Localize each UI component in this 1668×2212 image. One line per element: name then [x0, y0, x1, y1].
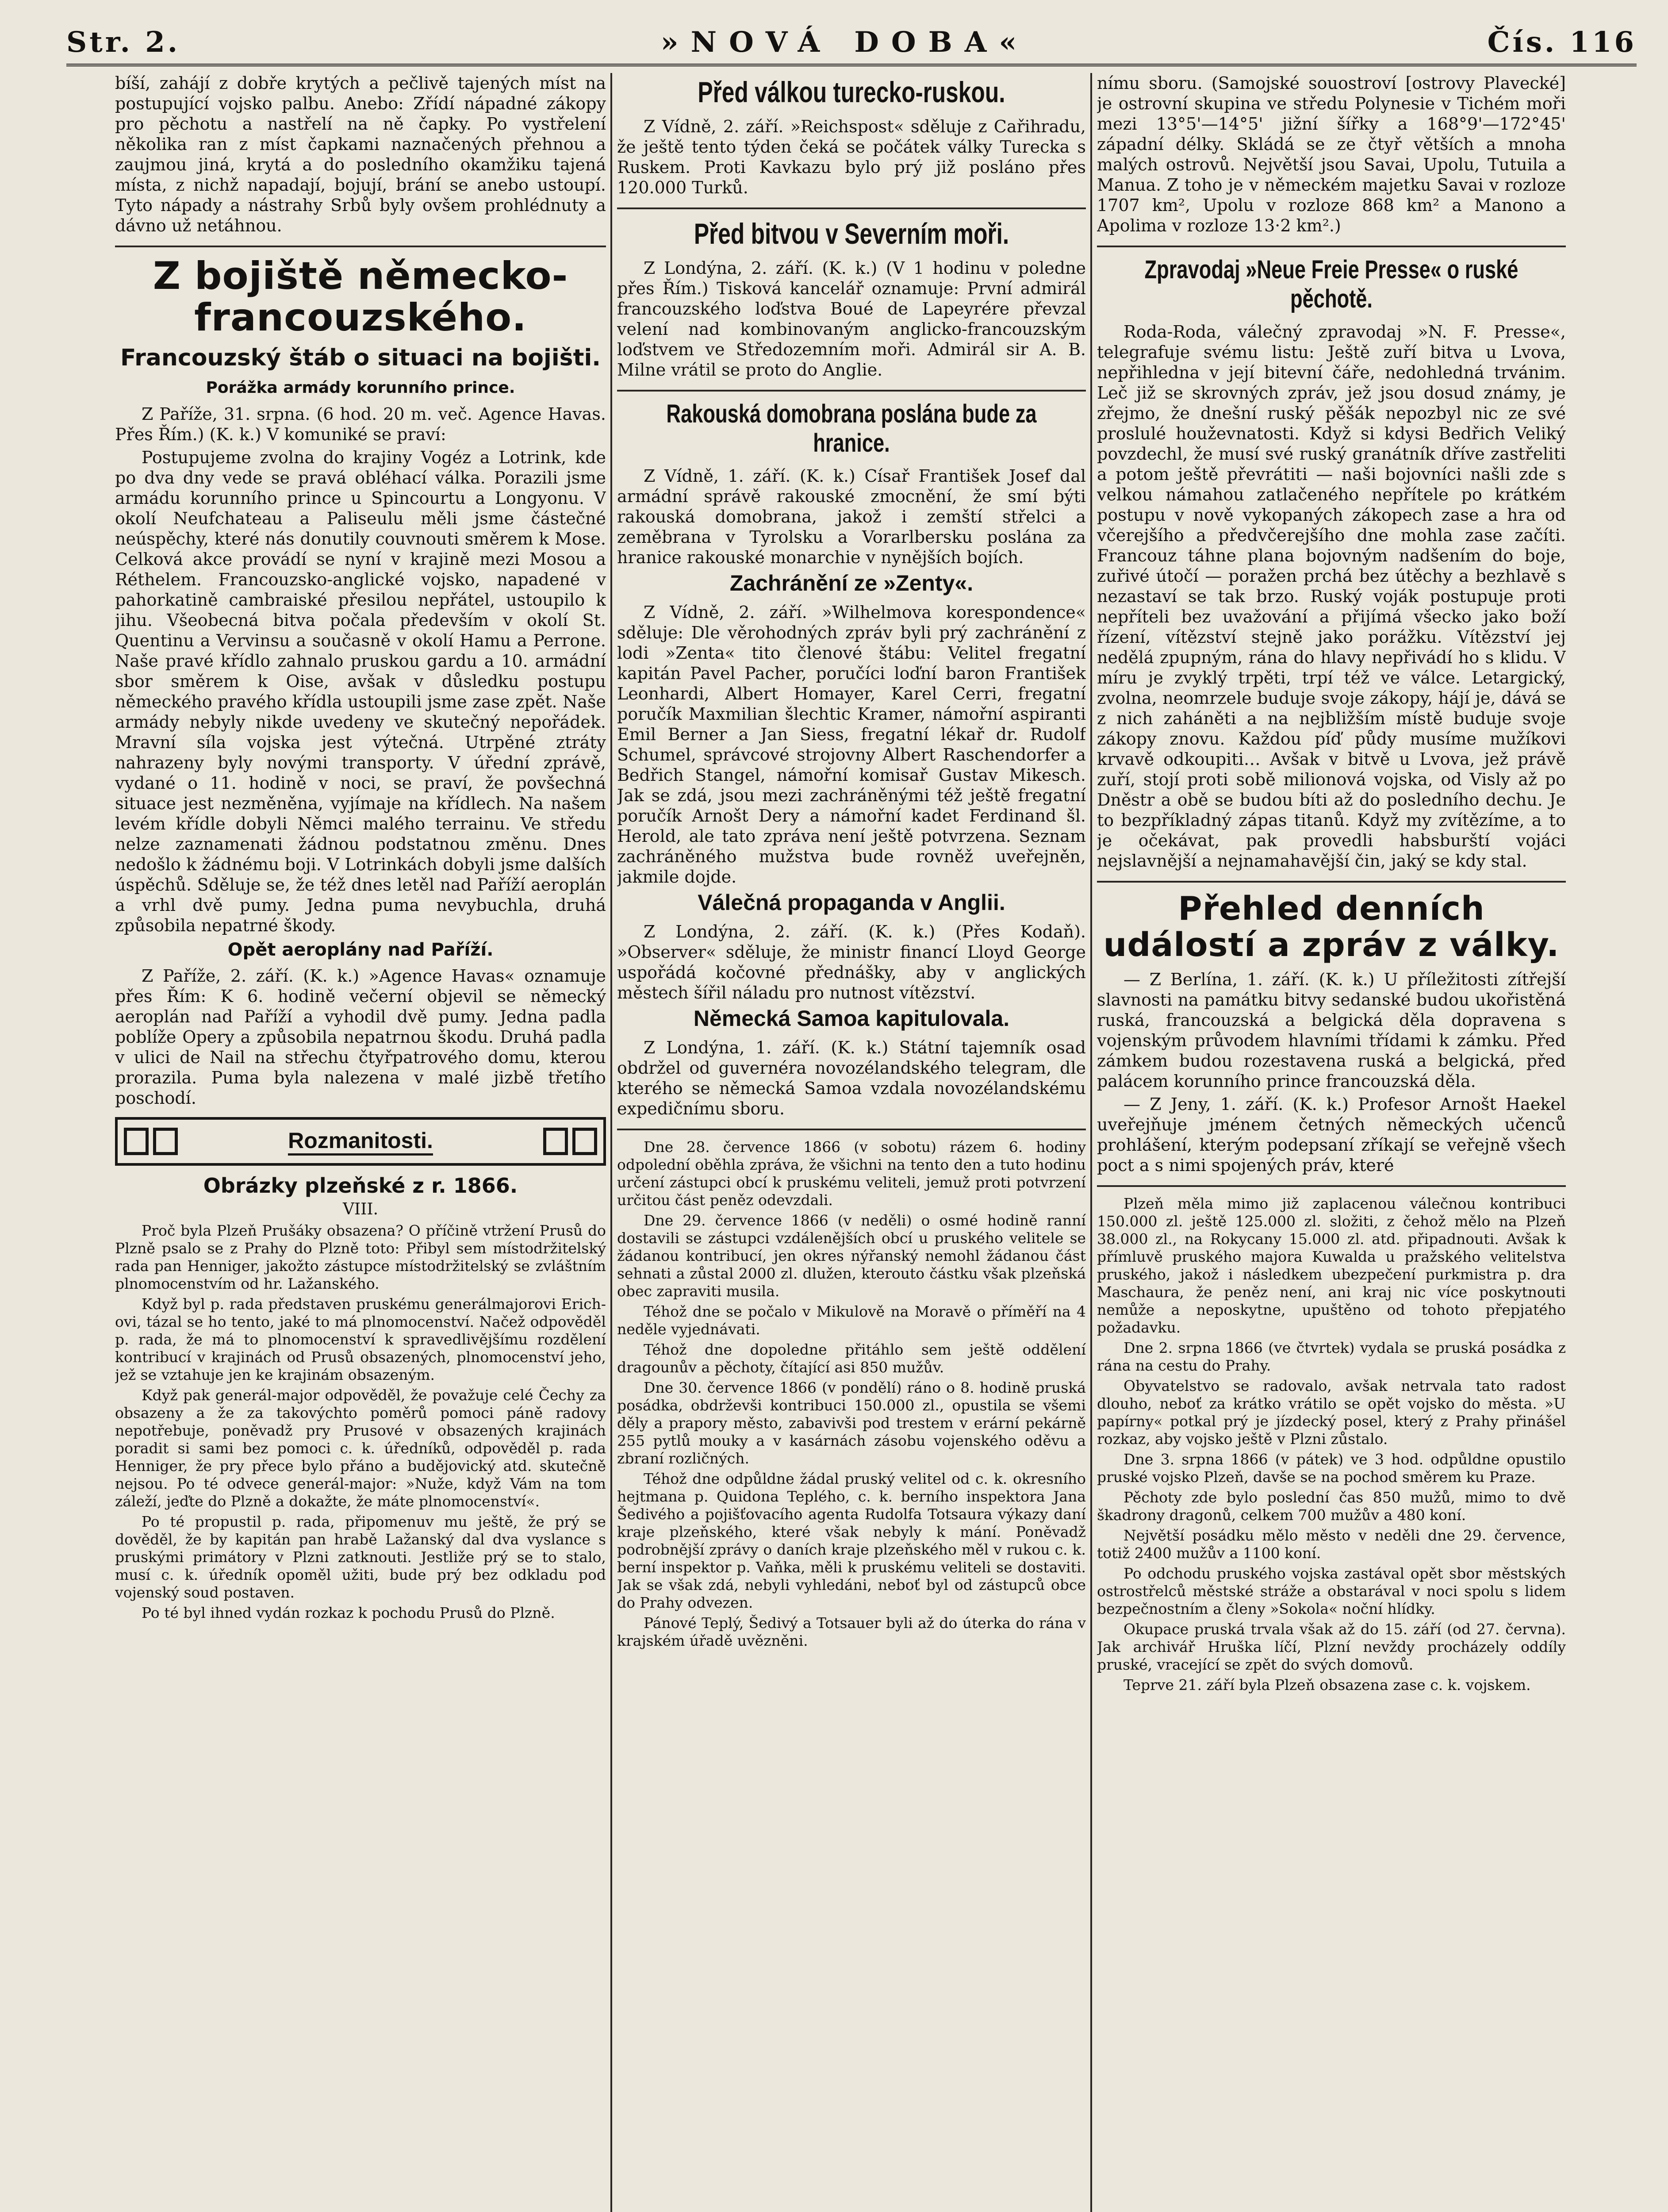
article-headline: Francouzský štáb o situaci na bojišti.: [120, 345, 601, 371]
column-right: [1097, 73, 1566, 2212]
news-item: — Z Jeny, 1. září. (K. k.) Profesor Arnošt Haekel uveřejňuje jménem četných německých učenců prohlášení, kterým podepsaní zříkají se veřejně všech poct a s nimi spojených práv, které: [1097, 1094, 1566, 1175]
article-headline: Zachránění ze »Zenty«.: [729, 571, 974, 595]
column-rule: [1090, 73, 1092, 2212]
serial-paragraph: Po té propustil p. rada, připomenuv mu ještě, že prý se dověděl, že by kapitán pan hrabě Lažanský dal dva vyslance s pruskými primátory v Plzni zatknouti. Jestliže prý se to stalo, musí c. k. úředník opoměl užiti, bude prý bez odkladu pod vojenský soud postaven.: [115, 1513, 606, 1601]
article-body: Z Vídně, 2. září. »Reichspost« sděluje z Cařihradu, že ještě tento týden čeká se počátek války Turecka s Ruskem. Proti Kavkazu bylo prý již posláno přes 120.000 Turků.: [617, 117, 1086, 197]
serial-paragraph: Největší posádku mělo město v neděli dne 29. července, totiž 2400 mužův a 1100 koní.: [1097, 1527, 1566, 1562]
ornament-icon: [124, 1128, 178, 1155]
serial-paragraph: Proč byla Plzeň Prušáky obsazena? O příčině vtržení Prusů do Plzně psalo se z Prahy do Plzně toto: Přibyl sem místodržitelský rada pan Henniger, jakožto zástupce místodržitelský se zvláštním plnomocenstvím od hr. Lažanského.: [115, 1222, 606, 1292]
serial-paragraph: Po té byl ihned vydán rozkaz k pochodu Prusů do Plzně.: [142, 1604, 555, 1621]
serial-paragraph: Po odchodu pruského vojska zastával opět sbor městských ostrostřelců městské stráže a obstarával v noci spolu s lidem bezpečnostním a členy »Sokola« noční hlídky.: [1097, 1565, 1566, 1617]
issue-number: Čís. 116: [1487, 26, 1637, 59]
serial-title: Obrázky plzeňské z r. 1866.: [203, 1174, 518, 1198]
serial-part: VIII.: [342, 1200, 379, 1218]
article-body: Roda-Roda, válečný zpravodaj »N. F. Presse«, telegrafuje svému listu: Ještě zuří bitva u Lvova, nepřihledna v její bitevní čáře, nedohledná trvánim. Leč již se skrovných zpráv, jež jsou dosud známy, je zřejmo, že dnešní ruský pěšák nepozbyl nic ze své proslulé houževnatosti. Když si kdysi Bedřich Veliký povzdechl, že musí své ruský granátník dříve zastřeliti a potom ještě převrátiti — naši bojovníci našli zde s velkou námahou zatlačeného nepřítele po krátkém postupu v nově vykopaných zákopech zase a hra od včerejšího a předvčerejšího dne mohla zase začíti. Francouz táhne plana bojovným nadšením do boje, zuřivé útočí — poražen prchá bez útěchy a bezhlavě s nezastaví se tak brzo. Ruský voják postupuje proti nepříteli bez uvažování a přijímá všecko jako boží řízení, vítězství stejně jako porážku. Vítězství jej nedělá zpupným, rána do hlavy nepřivádí ho s klidu. V míru je zvyklý trpěti, trpí též ve válce. Letargický, zvolna, neomrzele buduje svoje zákopy, hájí je, dává se z nich zaháněti a na nejbližším místě buduje svoje zákopy znovu. Každou píď půdy musíme mužíkovi krvavě odkoupiti… Avšak v bitvě u Lvova, jež právě zuří, stojí proti sobě milionová vojska, od Visly až po Dněstr a obě se budou bíti až do posledního dechu. Je to bezpříkladný zápas titanů. Když my zvítězíme, a to je očekávat, pak provedli habsburští vojáci nejslavnější a nejnamahavější čin, jaký se kdy stal.: [1097, 322, 1566, 871]
divider: [617, 207, 1086, 209]
divider: [1097, 1185, 1566, 1187]
ornament-icon: [543, 1128, 597, 1155]
serial-text: [115, 1222, 606, 1622]
article-continuation: bíší, zahájí z dobře krytých a pečlivě tajených míst na postupující vojsko palbu. Anebo: Zřídí nápadné zákopy pro pěchotu a nastřelí na ně čapky. Po vystřelení několika ran z míst čapkami naznačených přehnou a zaujmou jiná, krytá a do posledního okamžiku tajená místa, z nichž napadají, bojují, brání se anebo ustoupí. Tyto nápady a nástrahy Srbů byly ovšem prohlédnuty a dávno už netáhnou.: [115, 73, 606, 235]
article-body: Z Vídně, 2. září. »Wilhelmova korespondence« sděluje: Dle věrohodných zpráv byli prý zachránění z lodi »Zenta« tito členové štábu: Velitel fregatní kapitán Pavel Pacher, poručíci loďní baron František Leonhardi, Albert Homayer, Karel Cerri, fregatní poručík Maxmilian šlechtic Kramer, námořní aspiranti Emil Berner a Jan Siess, fregatní lékař dr. Rudolf Schumel, správcové strojovny Albert Raschendorfer a Bedřich Stangel, námořní komisař Gustav Mikesch. Jak se zdá, jsou mezi zachráněnými též ještě fregatní poručík Arnošt Dery a námořní kadet Ferdinand šl. Herold, ale tato zpráva není ještě potvrzena. Seznam zachráněného mužstva bude rovněž uveřejněn, jakmile dojde.: [617, 603, 1086, 887]
divider: [1097, 246, 1566, 247]
article-headline: Rakouská domobrana poslána bude za hranice.: [666, 399, 1037, 457]
section-headline: Přehled denních událostí a zpráv z války.: [1103, 890, 1560, 964]
section-headline: Z bojiště německo-francouzského.: [153, 254, 568, 340]
article-headline: Zpravodaj »Neue Freie Presse« o ruské pěchotě.: [1144, 255, 1518, 313]
article-subheadline: Opět aeroplány nad Paříží.: [227, 940, 494, 960]
article-dateline: Z Paříže, 31. srpna. (6 hod. 20 m. več. Agence Havas. Přes Řím.) (K. k.) V komuniké se praví:: [115, 404, 606, 444]
article-headline: Před bitvou v Severním moři.: [694, 217, 1009, 250]
serial-paragraph: Když byl p. rada představen pruskému generálmajorovi Erich-ovi, tázal se ho tento, jaké to má plnomocenství. Načež odpověděl p. rada, že má to plnomocenství k spravedlivějšímu rozdělení kontribucí v krajinách od Prusů obsazených, plnomocenství jeho, jež se vztahuje jen ke krajinám obsazeným.: [115, 1295, 606, 1383]
serial-paragraph: Obyvatelstvo se radovalo, avšak netrvala tato radost dlouho, neboť za krátko vrátilo se opět vojsko do města. »U papírny« potkal prý je jízdecký posel, který z Prahy přinášel rozkaz, aby vojsko ještě v Plzni zůstalo.: [1097, 1377, 1566, 1448]
serial-paragraph: Když pak generál-major odpověděl, že považuje celé Čechy za obsazeny a že za takovýchto poměrů pomoci páně radovy nepotřebuje, poněvadž pry Prusové v obsazených krajinách poradit si sami bez pomoci c. k. úředníků, odpověděl p. rada Henniger, že pry přece bylo přáno a budějovický atd. skutečně nejsou. Po té odvece generál-major: »Nuže, když Vám na tom záleží, jeďte do Plzně a dokažte, že máte plnomocenství«.: [115, 1386, 606, 1510]
divider: [617, 1129, 1086, 1130]
serial-paragraph: Plzeň měla mimo již zaplacenou válečnou kontribuci 150.000 zl. ještě 125.000 zl. složiti, z čehož mělo na Plzeň 38.000 zl., na Rokycany 15.000 zl. atd. připadnouti. Avšak k přímluvě pruského majora Kuwalda u pražského velitelstva pruského, jakož i následkem ubezpečení purkmistra p. dra Maschaura, že peněz není, ani kraj nic více poskytnouti nemůže a neposkytne, upuštěno od tohoto přepjatého požadavku.: [1097, 1195, 1566, 1336]
serial-paragraph: Teprve 21. září byla Plzeň obsazena zase c. k. vojskem.: [1124, 1676, 1531, 1694]
column-left: [115, 73, 606, 2212]
column-middle: [617, 73, 1086, 2212]
article-subheadline: Porážka armády korunního prince.: [206, 379, 515, 397]
serial-continuation: [617, 1138, 1086, 1650]
column-rule: [610, 73, 612, 2212]
article-headline: Německá Samoa kapitulovala.: [693, 1006, 1010, 1031]
newspaper-title: »NOVÁ DOBA«: [660, 26, 1029, 59]
article-body: Z Londýna, 2. září. (K. k.) (V 1 hodinu v poledne přes Řím.) Tisková kancelář oznamuje: První admirál francouzského loďstva Boué de Lapeyrére převzal velení nad kombinovaným anglicko-francouzským loďstvem ve Středozemním moři. Admirál sir A. B. Milne vrátil se proto do Anglie.: [617, 258, 1086, 380]
divider: [115, 246, 606, 247]
article-continuation: nímu sboru. (Samojské souostroví [ostrovy Plavecké] je ostrovní skupina ve středu Polynesie v Tichém moři mezi 13°5'—14°5' jižní šířky a 168°9'—172°45' západní délky. Skládá se ze čtyř větších a mnoha malých ostrovů. Největší jsou Savai, Upolu, Tutuila a Manua. Z toho je v německém majetku Savai v rozloze 1707 km², Upolu v rozloze 868 km² a Manono a Apolima v rozloze 13·2 km².): [1097, 73, 1566, 235]
article-body: Z Paříže, 2. září. (K. k.) »Agence Havas« oznamuje přes Řím: K 6. hodině večerní objevil se německý aeroplán nad Paříží a vyhodil dvě pumy. Jedna padla poblíže Opery a způsobila nepatrnou škodu. Druhá padla v ulici de Nail na střechu čtyřpatrového domu, kterou prorazila. Puma byla nalezena v malé jizbě třetího poschodí.: [115, 966, 606, 1108]
article-headline: Před válkou turecko-ruskou.: [698, 76, 1005, 108]
article-body: Z Vídně, 1. září. (K. k.) Císař František Josef dal armádní správě rakouské zmocnění, že smí býti rakouská domobrana, jakož i zemští střelci a zeměbrana v Tyrolsku a Vorarlbersku poslána za hranice rakouské monarchie v nynějších bojích.: [617, 466, 1086, 567]
serial-paragraph: Téhož dne dopoledne přitáhlo sem ještě oddělení dragounův a pěchoty, čítající asi 850 mužův.: [617, 1341, 1086, 1376]
page-number: Str. 2.: [66, 26, 180, 59]
article-headline: Válečná propaganda v Anglii.: [698, 890, 1005, 915]
section-title: Rozmanitosti.: [288, 1128, 433, 1156]
article-body: Postupujeme zvolna do krajiny Vogéz a Lotrink, kde po dva dny vede se pravá obléhací válka. Porazili jsme armádu korunního prince u Spincourtu a Longyonu. V okolí Neufchateau a Paliseulu měli jsme částečné neúspěchy, které nás donutily couvnouti směrem k Mose. Celková akce provádí se nyní v krajině mezi Mosou a Réthelem. Francouzsko-anglické vojsko, napadené v pahorkatině cambraiské přesilou nepřátel, ustoupilo k jihu. Všeobecná bitva počala především v okolí St. Quentinu a Vervinsu a současně v okolí Hamu a Perrone. Naše pravé křídlo zahnalo pruskou gardu a 10. armádní sbor směrem k Oise, avšak v důsledku postupu německého pravého křídla ustoupili jsme zase zpět. Naše armády nebyly nikde uvedeny ve skutečný nepořádek. Mravní síla vojska jest výtečná. Utrpěné ztráty nahrazeny byly novými transporty. V úřední zprávě, vydané o 11. hodině v noci, se praví, že povšechná situace jest nezměněna, vyjímaje na křídlech. Na našem levém křídle dobyli Němci malého terrainu. Ve středu nelze zaznamenati žádnou podstatnou změnu. Dnes nedošlo k žádnému boji. V Lotrinkách dobyli jsme dalších úspěchů. Sděluje se, že též dnes letěl nad Paříží aeroplán a vrhl dvě pumy. Jedna puma nevybuchla, druhá způsobila nepatrné škody.: [115, 448, 606, 935]
article-body: Z Londýna, 2. září. (K. k.) (Přes Kodaň). »Observer« sděluje, že ministr financí Lloyd George uspořádá kočovné přednášky, aby v anglických městech šířil náladu pro nutnost vítězství.: [617, 922, 1086, 1002]
serial-continuation: [1097, 1195, 1566, 1694]
serial-paragraph: Pěchoty zde bylo poslední čas 850 mužů, mimo to dvě škadrony dragonů, celkem 700 mužův a 480 koní.: [1097, 1489, 1566, 1524]
news-item: — Z Berlína, 1. září. (K. k.) U příležitosti zítřejší slavnosti na památku bitvy sedanské budou ukořistěná ruská, francouzská a belgická děla dopravena s vojenským průvodem hlavními třídami k zámku. Před zámkem budou rozestavena ruská a belgická, před palácem korunního prince francouzská děla.: [1097, 970, 1566, 1091]
page-header: [66, 18, 1637, 66]
serial-paragraph: Okupace pruská trvala však až do 15. září (od 27. června). Jak archivář Hruška líčí, Plzní nevždy procházely oddíly pruské, vracející se zpět do svých domovů.: [1097, 1621, 1566, 1673]
serial-paragraph: Dne 3. srpna 1866 (v pátek) ve 3 hod. odpůldne opustilo pruské vojsko Plzeň, davše se na pochod směrem ku Praze.: [1097, 1451, 1566, 1486]
article-body: Z Londýna, 1. září. (K. k.) Státní tajemník osad obdržel od guvernéra novozélandského telegram, dle kterého se německá Samoa vzdala novozélandskému expedičnímu sboru.: [617, 1038, 1086, 1118]
section-box: [115, 1117, 606, 1166]
serial-paragraph: Dne 29. července 1866 (v neděli) o osmé hodině ranní dostavili se zástupci vzdálenějších obcí u pruského velitele se žádanou kontribucí, jen okres nýřanský nemohl žádanou část sehnati a zůstal 2000 zl. dlužen, kterouto částku však plzeňská obec zapraviti musila.: [617, 1212, 1086, 1300]
divider: [617, 390, 1086, 392]
serial-paragraph: Pánové Teplý, Šedivý a Totsauer byli až do úterka do rána v krajském úřadě uvězněni.: [617, 1614, 1086, 1649]
serial-paragraph: Dne 28. července 1866 (v sobotu) rázem 6. hodiny odpolední oběhla zpráva, že všichni na tento den a tuto hodinu určení zástupci obcí k pruskému veliteli, jemuž proti potvrzení určitou část peněz odevzdali.: [617, 1138, 1086, 1209]
divider: [1097, 881, 1566, 883]
serial-paragraph: Téhož dne se počalo v Mikulově na Moravě o příměří na 4 neděle vyjednávati.: [617, 1303, 1086, 1338]
serial-paragraph: Dne 30. července 1866 (v pondělí) ráno o 8. hodině pruská posádka, obdrževši kontribuci 150.000 zl., opustila se všemi děly a prapory město, zabavivši pod trestem v erární pekárně 255 pytlů mouky a v kasárnách zásobu vojenského oděvu a zbraní rozličných.: [617, 1379, 1086, 1467]
serial-paragraph: Téhož dne odpůldne žádal pruský velitel od c. k. okresního hejtmana p. Quidona Teplého, c. k. berního inspektora Jana Šedivého a pojišťovacího agenta Rudolfa Totsaura výkazy daní kraje plzeňského, které však nebyly k mání. Poněvadž podrobnější zprávy o daních kraje plzeňského měl v rukou c. k. berní inspektor p. Vaňka, měli k pruskému veliteli se dostaviti. Jak se však zdá, nebyli vyhledáni, neboť byl od zástupců obce do Prahy odvezen.: [617, 1470, 1086, 1611]
serial-paragraph: Dne 2. srpna 1866 (ve čtvrtek) vydala se pruská posádka z rána na cestu do Prahy.: [1097, 1339, 1566, 1374]
